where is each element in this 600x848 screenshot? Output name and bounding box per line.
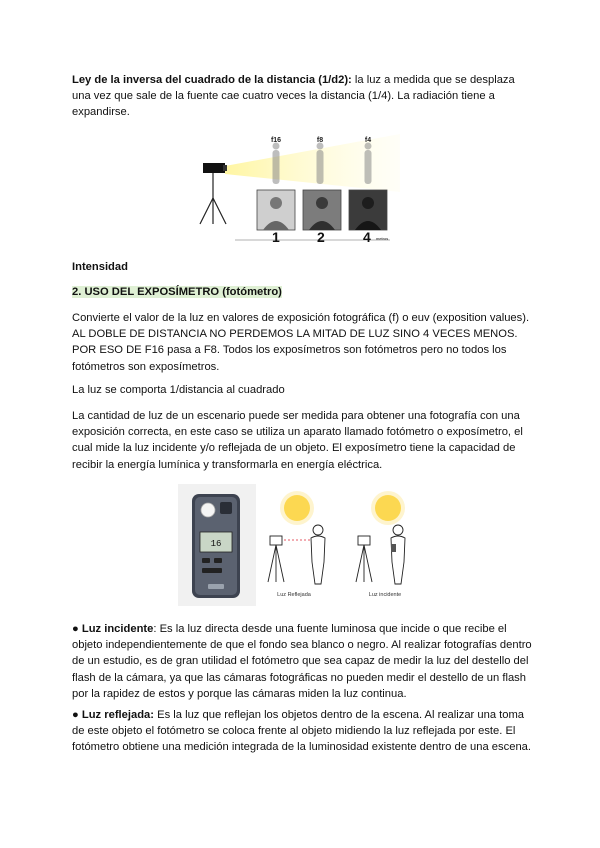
intro-bold: Ley de la inversa del cuadrado de la distancia (1/d2): (72, 74, 352, 86)
portrait-bright (257, 190, 295, 230)
portrait-dark (349, 190, 387, 230)
light-meter-figure (178, 484, 418, 606)
intensidad-heading (72, 259, 532, 275)
meter-readout: 16 (210, 539, 222, 549)
bullet-luz-incidente (72, 621, 532, 702)
person-reflejada (311, 525, 325, 584)
paragraph-3: La cantidad de luz de un escenario puede ser medida para obtener una fotografía con una exposición correcta, en este caso se utiliza un aparato llamado fotómetro o exposímetro, el cual mide la luz incidente y/o reflejada de un objeto. El exposímetro tiene la capacidad de recibir la energía lumínica y transformarla en energía eléctrica. (72, 410, 523, 471)
bullet-marker: ● (72, 709, 82, 721)
person-incidente (391, 525, 405, 584)
intro-text: la luz a medida que se desplaza una vez que sale de la fuente cae cuatro veces la distancia (1/4). La radiación tiene a expandirse. (72, 74, 515, 119)
label-luz-incidente: Luz incidente (368, 592, 402, 598)
tripod-icon (200, 173, 226, 224)
light-source-icon (203, 163, 225, 173)
bullet-luz-reflejada-text: Es la luz que reflejan los objetos dentro de la escena. Al realizar una toma de este objeto el fotómetro se coloca frente al objeto midiendo la luz reflejada por este. El fotómetro obtiene una medición integrada de la luminosidad existente dentro de una escena. (72, 709, 531, 754)
light-meter-icon (192, 494, 240, 598)
distance-unit: metros (376, 236, 389, 241)
bullet-luz-reflejada (72, 707, 532, 756)
meter-in-hand (391, 544, 396, 552)
fstop-label-3: f4 (364, 137, 372, 144)
distance-label-2: 2 (317, 229, 325, 244)
camera-tripod-reflejada (268, 536, 284, 582)
paragraph-2: La luz se comporta 1/distancia al cuadrado (72, 384, 285, 396)
paragraph-1: Convierte el valor de la luz en valores de exposición fotográfica (f) o euv (exposition values). AL DOBLE DE DISTANCIA NO PERDEMOS LA MITAD DE LUZ SINO 4 VECES MENOS. POR ESO DE F16 pasa a F8. Todos los exposímetros son fotómetros pero no todos los fotómetros son exposímetros. (72, 312, 530, 373)
light-beam (225, 134, 400, 192)
bullet-marker: ● (72, 623, 82, 635)
label-luz-reflejada: Luz Reflejada (277, 592, 311, 598)
section-heading (72, 284, 532, 300)
camera-tripod-incidente (356, 536, 372, 582)
bullet-luz-reflejada-term: Luz reflejada: (81, 709, 154, 721)
portrait-medium (303, 190, 341, 230)
distance-label-1: 1 (272, 229, 280, 244)
fstop-label-2: f8 (316, 137, 324, 144)
bullet-luz-incidente-text: : Es la luz directa desde una fuente luminosa que incide o que recibe el objeto independientemente de que el fondo sea blanco o negro. Al realizar fotografías dentro de un estudio, es de gran utilidad el fotómetro que sea capaz de medir la luz del destello del flash de la cámara, ya que las cámaras fotográficas no pueden medir el destello de un flash por la rapidez de estos y porque las cámaras miden la luz continua. (72, 623, 532, 700)
intensidad-heading-text: Intensidad (72, 261, 128, 273)
distance-label-4: 4 (363, 229, 371, 244)
intro-paragraph (72, 72, 532, 121)
bullet-luz-incidente-term: Luz incidente (81, 623, 154, 635)
fstop-label-1: f16 (270, 137, 282, 144)
inverse-square-figure (195, 132, 405, 244)
section-heading-text: 2. USO DEL EXPOSÍMETRO (fotómetro) (72, 286, 282, 298)
